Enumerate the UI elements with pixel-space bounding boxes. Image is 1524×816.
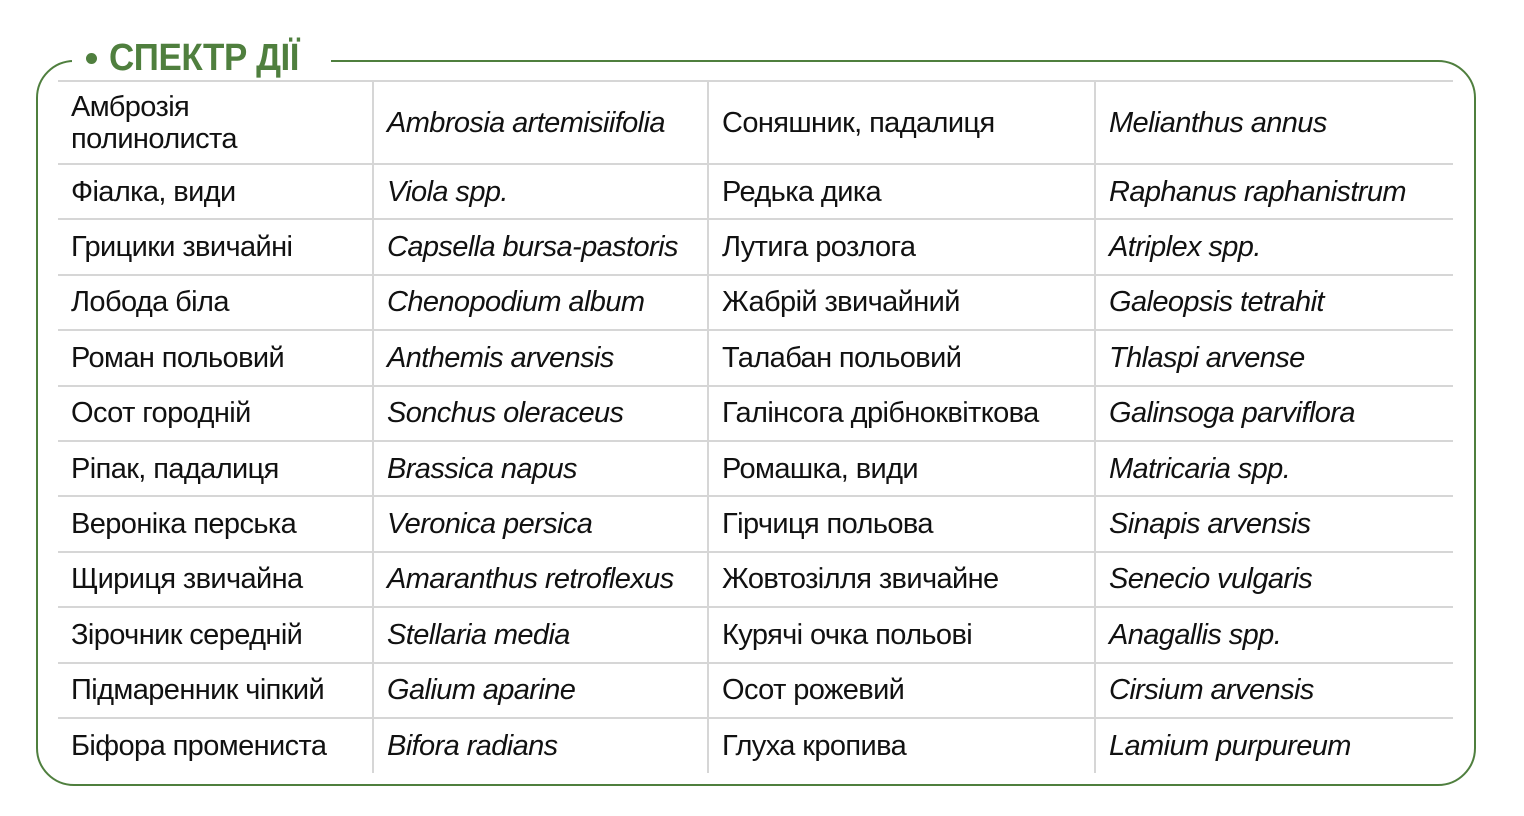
weed-name-latin: Galium aparine — [373, 663, 708, 718]
weed-name-ua: Галінсога дрібноквіткова — [708, 386, 1095, 441]
table-row — [58, 552, 1453, 607]
table-row — [58, 663, 1453, 718]
weed-spectrum-table — [58, 80, 1453, 773]
weed-name-latin: Matricaria spp. — [1095, 441, 1453, 496]
weed-name-latin: Brassica napus — [373, 441, 708, 496]
weed-name-latin: Cirsium arvensis — [1095, 663, 1453, 718]
weed-name-latin: Raphanus raphanistrum — [1095, 164, 1453, 219]
table-row — [58, 219, 1453, 274]
weed-name-ua: Вероніка перська — [71, 508, 297, 541]
weed-name-ua: Лутига розлога — [708, 219, 1095, 274]
table-row — [58, 275, 1453, 330]
table-row — [58, 496, 1453, 551]
table-row — [58, 81, 1453, 164]
weed-name-latin: Chenopodium album — [373, 275, 708, 330]
weed-name-ua: Редька дика — [708, 164, 1095, 219]
weed-name-latin: Thlaspi arvense — [1095, 330, 1453, 385]
weed-name-ua: Жовтозілля звичайне — [708, 552, 1095, 607]
weed-name-latin: Bifora radians — [373, 718, 708, 773]
weed-name-ua: Біфора промениста — [71, 730, 327, 763]
weed-name-ua: Лобода біла — [71, 286, 229, 319]
weed-name-ua: Зірочник середній — [71, 618, 303, 651]
weed-name-ua: Щириця звичайна — [71, 563, 303, 596]
weed-name-latin: Melianthus annus — [1095, 81, 1453, 164]
weed-name-ua: Жабрій звичайний — [708, 275, 1095, 330]
weed-name-latin: Galeopsis tetrahit — [1095, 275, 1453, 330]
weed-name-ua: Ріпак, падалиця — [71, 452, 279, 485]
weed-name-latin: Ambrosia artemisiifolia — [373, 81, 708, 164]
weed-name-ua: Глуха кропива — [708, 718, 1095, 773]
weed-name-latin: Atriplex spp. — [1095, 219, 1453, 274]
weed-name-ua: Амброзія полинолиста — [71, 90, 237, 155]
weed-name-latin: Stellaria media — [373, 607, 708, 662]
weed-name-latin: Senecio vulgaris — [1095, 552, 1453, 607]
weed-name-latin: Viola spp. — [373, 164, 708, 219]
weed-name-ua: Талабан польовий — [708, 330, 1095, 385]
weed-name-ua: Осот рожевий — [708, 663, 1095, 718]
weed-name-latin: Galinsoga parviflora — [1095, 386, 1453, 441]
weed-name-ua: Гірчиця польова — [708, 496, 1095, 551]
weed-name-ua: Роман польовий — [71, 341, 285, 374]
weed-name-latin: Sinapis arvensis — [1095, 496, 1453, 551]
weed-name-ua: Осот городній — [71, 397, 251, 430]
weed-name-latin: Sonchus oleraceus — [373, 386, 708, 441]
section-title: СПЕКТР ДІЇ — [109, 37, 299, 79]
table-row — [58, 164, 1453, 219]
section-header — [72, 30, 331, 86]
weed-name-latin: Anthemis arvensis — [373, 330, 708, 385]
weed-name-ua: Курячі очка польові — [708, 607, 1095, 662]
weed-name-ua: Ромашка, види — [708, 441, 1095, 496]
weed-name-ua: Грицики звичайні — [71, 231, 293, 264]
weed-name-ua: Соняшник, падалиця — [708, 81, 1095, 164]
table-row — [58, 386, 1453, 441]
weed-name-ua: Фіалка, види — [71, 175, 236, 208]
table-row — [58, 607, 1453, 662]
weed-name-latin: Anagallis spp. — [1095, 607, 1453, 662]
weed-name-latin: Capsella bursa-pastoris — [373, 219, 708, 274]
table-row — [58, 718, 1453, 773]
weed-name-latin: Veronica persica — [373, 496, 708, 551]
weed-name-latin: Lamium purpureum — [1095, 718, 1453, 773]
table-row — [58, 441, 1453, 496]
weed-name-ua: Підмаренник чіпкий — [71, 674, 325, 707]
weed-name-latin: Amaranthus retroflexus — [373, 552, 708, 607]
bullet-icon — [86, 53, 97, 64]
table-row — [58, 330, 1453, 385]
